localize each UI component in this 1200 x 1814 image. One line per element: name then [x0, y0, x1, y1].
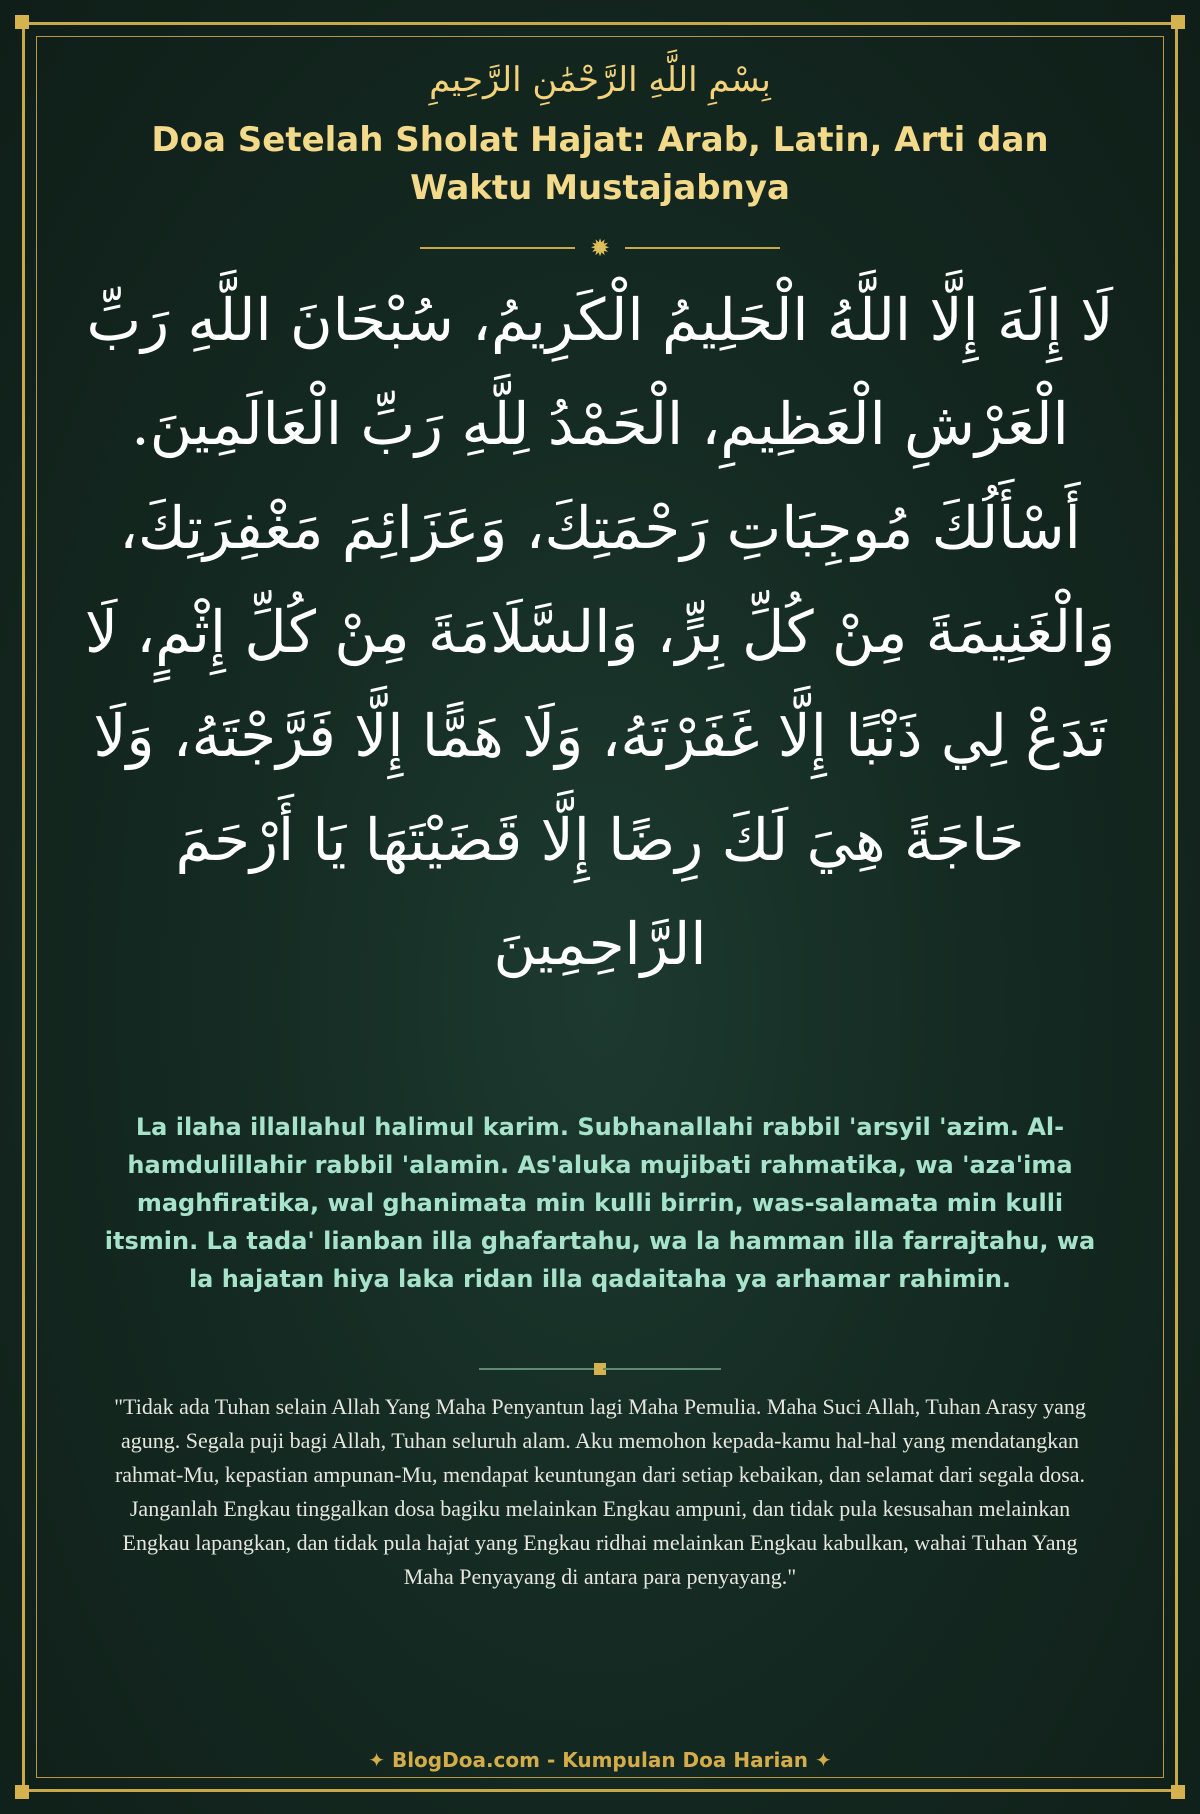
divider-line-left	[420, 247, 575, 249]
divider-line-right	[603, 1368, 721, 1370]
corner-ornament-top-right	[1171, 15, 1185, 29]
arabic-prayer-text: لَا إِلَهَ إِلَّا اللَّهُ الْحَلِيمُ الْكَرِيمُ، سُبْحَانَ اللَّهِ رَبِّ الْعَرْشِ الْعَظِيمِ، الْحَمْدُ لِلَّهِ رَبِّ الْعَالَمِينَ. أَسْأَلُكَ مُوجِبَاتِ رَحْمَتِكَ، وَعَزَائِمَ مَغْفِرَتِكَ، وَالْغَنِيمَةَ مِنْ كُلِّ بِرٍّ، وَالسَّلَامَةَ مِنْ كُلِّ إِثْمٍ، لَا تَدَعْ لِي ذَنْبًا إِلَّا غَفَرْتَهُ، وَلَا هَمًّا إِلَّا فَرَّجْتَهُ، وَلَا حَاجَةً هِيَ لَكَ رِضًا إِلَّا قَضَيْتَهَا يَا أَرْحَمَ الرَّاحِمِينَ	[84, 286, 1116, 978]
indonesian-translation: "Tidak ada Tuhan selain Allah Yang Maha Penyantun lagi Maha Pemulia. Maha Suci Allah, Tuhan Arasy yang agung. Segala puji bagi Allah, Tuhan seluruh alam. Aku memohon kepada-kamu hal-hal yang mendatangkan rahmat-Mu, kepastian ampunan-Mu, mendapat keuntungan dari setiap kebaikan, dan selamat dari segala dosa. Janganlah Engkau tinggalkan dosa bagiku melainkan Engkau ampuni, dan tidak pula kesusahan melainkan Engkau lapangkan, dan tidak pula hajat yang Engkau ridhai melainkan Engkau kabulkan, wahai Tuhan Yang Maha Penyayang di antara para penyayang."	[114, 1394, 1086, 1589]
footer-credit: ✦ BlogDoa.com - Kumpulan Doa Harian ✦	[368, 1748, 832, 1772]
page-title: Doa Setelah Sholat Hajat: Arab, Latin, Arti dan Waktu Mustajabnya	[151, 120, 1049, 208]
corner-ornament-bottom-left	[15, 1785, 29, 1799]
section-divider	[0, 1362, 1200, 1376]
star-ornament-icon: ✹	[589, 234, 611, 262]
latin-transliteration: La ilaha illallahul halimul karim. Subhanallahi rabbil 'arsyil 'azim. Al-hamdulillahir rabbil 'alamin. As'aluka mujibati rahmatika, wa 'aza'ima maghfiratika, wal ghanimata min kulli birrin, was-salamata min kulli itsmin. La tada' lianban illa ghafartahu, wa la hamman illa farrajtahu, wa la hajatan hiya laka ridan illa qadaitaha ya arhamar rahimin.	[104, 1113, 1096, 1293]
ornamental-divider	[0, 234, 1200, 262]
corner-ornament-top-left	[15, 15, 29, 29]
corner-ornament-bottom-right	[1171, 1785, 1185, 1799]
divider-line-left	[479, 1368, 597, 1370]
divider-line-right	[625, 247, 780, 249]
basmalah-heading: بِسْمِ اللَّهِ الرَّحْمَٰنِ الرَّحِيمِ	[429, 60, 771, 100]
